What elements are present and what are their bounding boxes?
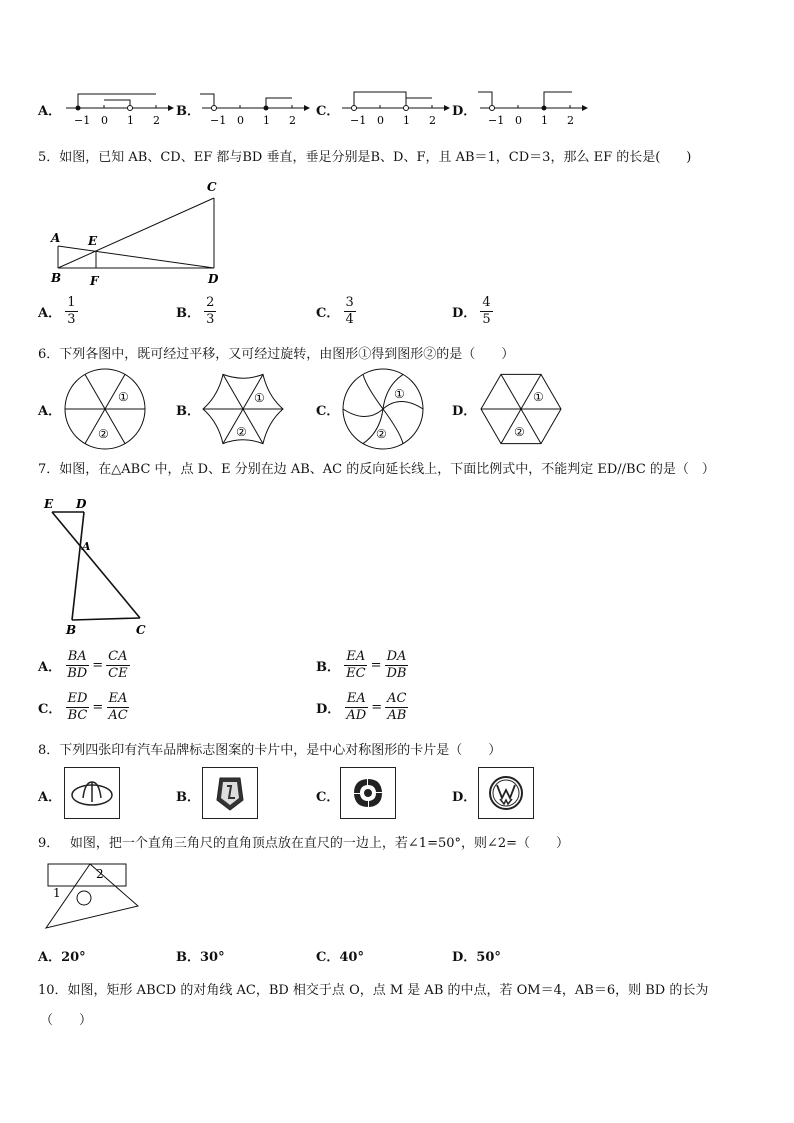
option-label: B． <box>176 306 200 321</box>
q4-option-a-number-line <box>64 86 176 128</box>
q8-option-a-label[interactable]: A． <box>38 790 62 805</box>
point-label-d: D <box>76 497 87 511</box>
mark-2: ② <box>236 425 247 439</box>
option-label: D． <box>452 306 477 321</box>
q6-option-b-label[interactable]: B． <box>176 404 200 419</box>
q6-option-a-label[interactable]: A． <box>38 404 62 419</box>
q6-option-d-label[interactable]: D． <box>452 404 477 419</box>
q10-answer-paren: （ ） <box>40 1013 93 1028</box>
q6-option-c-label[interactable]: C． <box>316 404 340 419</box>
q7-figure <box>38 494 158 638</box>
point-label-e: E <box>44 497 54 511</box>
tick-label: 0 <box>377 114 384 127</box>
denominator: 4 <box>345 312 354 327</box>
tick-label: 0 <box>515 114 522 127</box>
option-label: C． <box>316 306 340 321</box>
car-logo-b-icon <box>203 768 257 818</box>
point-label-a: A <box>51 231 61 245</box>
q8-option-b-card[interactable] <box>202 767 258 819</box>
q6-option-c-figure <box>340 366 426 452</box>
denominator: 3 <box>67 312 76 327</box>
q9-option-c[interactable]: C．40° <box>316 950 364 965</box>
tick-label: 0 <box>237 114 244 127</box>
q7-option-b[interactable]: B． $\frac{EA}{EC}$ = $\frac{DA}{DB}$ <box>316 649 407 681</box>
option-label: A． <box>38 660 62 675</box>
point-label-f: F <box>90 274 99 288</box>
point-label-c: C <box>136 623 146 637</box>
mark-1: ① <box>394 387 405 401</box>
q9-option-a[interactable]: A．20° <box>38 950 86 965</box>
q10-question-text: 10．如图，矩形 ABCD 的对角线 AC，BD 相交于点 O，点 M 是 AB 的中点，若 OM＝4，AB＝6，则 BD 的长为 <box>38 983 709 998</box>
q8-option-c-label[interactable]: C． <box>316 790 340 805</box>
q8-option-a-card[interactable] <box>64 767 120 819</box>
q6-question-text: 6．下列各图中，既可经过平移，又可经过旋转，由图形①得到图形②的是（ ） <box>38 347 515 362</box>
q5-option-c[interactable] <box>316 295 356 328</box>
mark-1: ① <box>533 390 544 404</box>
mark-1: ① <box>118 390 129 404</box>
point-label-b: B <box>66 623 77 637</box>
q6-option-d-figure <box>478 366 564 452</box>
q8-option-d-label[interactable]: D． <box>452 790 477 805</box>
tick-label: 2 <box>429 114 436 127</box>
q8-option-c-card[interactable] <box>340 767 396 819</box>
q4-option-b-label[interactable]: B． <box>176 104 200 119</box>
tick-label: 2 <box>567 114 574 127</box>
q4-option-b-number-line <box>200 86 312 128</box>
option-label: D． <box>316 702 341 717</box>
q5-option-a[interactable] <box>38 295 78 328</box>
point-label-c: C <box>207 180 217 194</box>
q5-question-text: 5．如图，已知 AB、CD、EF 都与BD 垂直，垂足分别是B、D、F，且 AB＝1，CD＝3，那么 EF 的长是( ) <box>38 150 692 165</box>
q5-option-d[interactable] <box>452 295 493 328</box>
tick-label: −1 <box>74 114 91 127</box>
car-logo-c-icon <box>341 768 395 818</box>
tick-label: 2 <box>289 114 296 127</box>
tick-label: 0 <box>101 114 108 127</box>
mark-2: ② <box>514 425 525 439</box>
option-label: C． <box>38 702 62 717</box>
angle-1-label: 1 <box>53 886 61 900</box>
point-label-d: D <box>208 272 219 286</box>
mark-2: ② <box>98 427 109 441</box>
car-logo-d-icon <box>479 768 533 818</box>
point-label-a: A <box>82 540 91 553</box>
tick-label: 2 <box>153 114 160 127</box>
option-label: A． <box>38 306 62 321</box>
mark-2: ② <box>376 427 387 441</box>
tick-label: 1 <box>541 114 548 127</box>
q4-option-c-label[interactable]: C． <box>316 104 340 119</box>
tick-label: −1 <box>210 114 227 127</box>
tick-label: 1 <box>127 114 134 127</box>
tick-label: −1 <box>488 114 505 127</box>
q5-figure <box>46 176 236 288</box>
q9-option-b[interactable]: B．30° <box>176 950 225 965</box>
q4-option-d-label[interactable]: D． <box>452 104 477 119</box>
q6-option-a-figure <box>62 366 148 452</box>
q8-option-b-label[interactable]: B． <box>176 790 200 805</box>
option-label: B． <box>316 660 340 675</box>
q7-option-c[interactable]: C． $\frac{ED}{BC}$ = $\frac{EA}{AC}$ <box>38 691 128 723</box>
point-label-e: E <box>88 234 98 248</box>
q9-figure <box>40 858 146 938</box>
q8-option-d-card[interactable] <box>478 767 534 819</box>
denominator: 3 <box>206 312 215 327</box>
q4-option-c-number-line <box>340 86 452 128</box>
q4-option-d-number-line <box>478 86 590 128</box>
numerator: 2 <box>206 295 215 310</box>
numerator: 1 <box>67 295 76 310</box>
car-logo-a-icon <box>65 768 119 818</box>
tick-label: 1 <box>263 114 270 127</box>
q4-option-a-label[interactable]: A． <box>38 104 62 119</box>
tick-label: −1 <box>350 114 367 127</box>
numerator: 3 <box>345 295 354 310</box>
mark-1: ① <box>254 391 265 405</box>
numerator: 4 <box>482 295 491 310</box>
q6-option-b-figure <box>200 366 286 452</box>
denominator: 5 <box>482 312 491 327</box>
q7-option-d[interactable]: D． $\frac{EA}{AD}$ = $\frac{AC}{AB}$ <box>316 691 407 723</box>
angle-2-label: 2 <box>96 867 104 881</box>
q7-option-a[interactable]: A． $\frac{BA}{BD}$ = $\frac{CA}{CE}$ <box>38 649 128 681</box>
q5-option-b[interactable] <box>176 295 216 328</box>
point-label-b: B <box>51 271 62 285</box>
q9-question-text: 9． 如图，把一个直角三角尺的直角顶点放在直尺的一边上，若∠1=50°，则∠2=（ ） <box>38 836 570 851</box>
q9-option-d[interactable]: D．50° <box>452 950 501 965</box>
q8-question-text: 8．下列四张印有汽车品牌标志图案的卡片中，是中心对称图形的卡片是（ ） <box>38 743 502 758</box>
q7-question-text: 7．如图，在△ABC 中，点 D、E 分别在边 AB、AC 的反向延长线上，下面比例式中，不能判定 ED//BC 的是（ ） <box>38 462 715 477</box>
tick-label: 1 <box>403 114 410 127</box>
